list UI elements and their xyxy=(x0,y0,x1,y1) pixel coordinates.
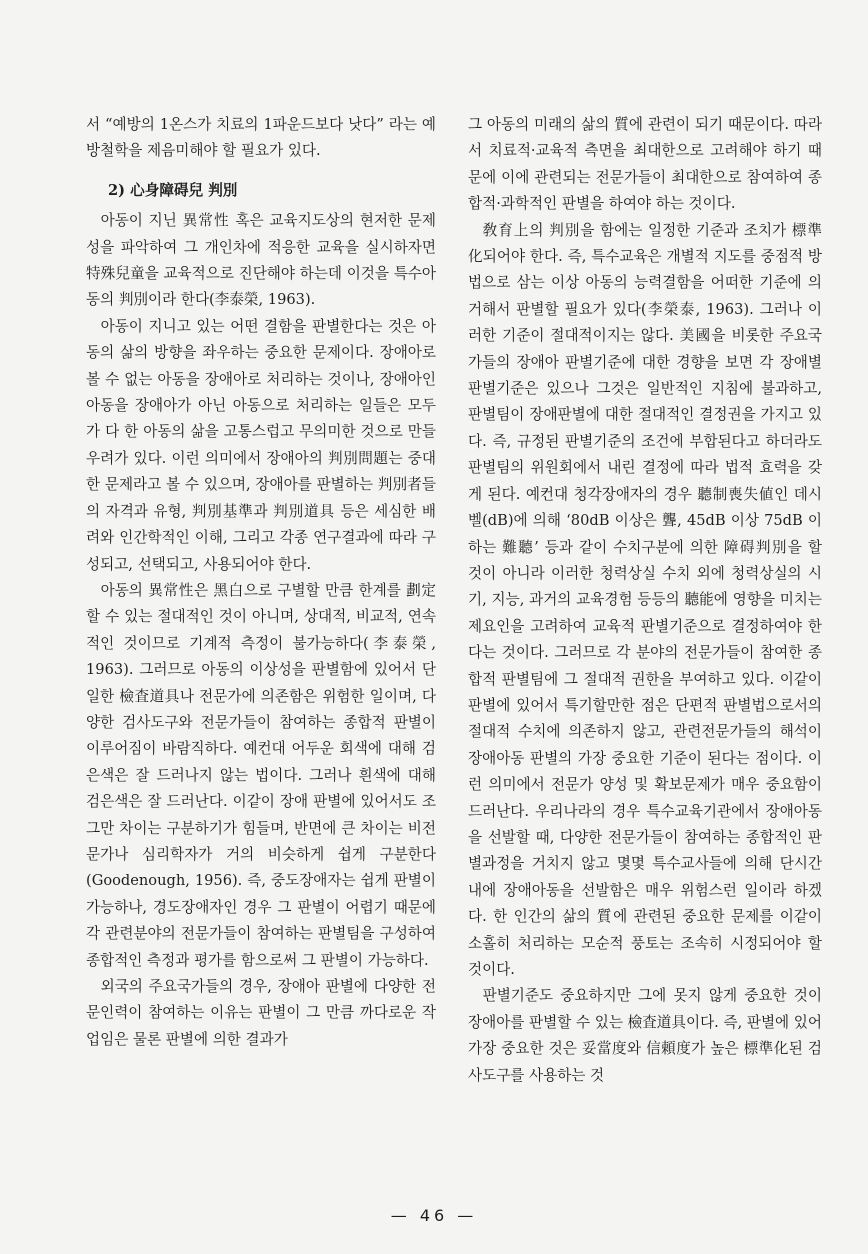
section-heading: 2) 心身障碍兒 判別 xyxy=(108,181,238,199)
intro-paragraph: 서 “예방의 1온스가 치료의 1파운드보다 낫다” 라는 예방철학을 제음미해야 할 필요가 있다. xyxy=(86,116,436,160)
paragraph: 외국의 주요국가들의 경우, 장애아 판별에 다양한 전문인력이 참여하는 이유는 판별이 그 만큼 까다로운 작업임은 물론 판별에 의한 결과가 xyxy=(86,978,436,1048)
paragraph: 아동이 지니고 있는 어떤 결함을 판별한다는 것은 아동의 삶의 방향을 좌우하는 중요한 문제이다. 장애아로 볼 수 없는 아동을 장애아로 처리하는 것이나, 장애아인 아동을 장애아가 아닌 아동으로 처리하는 일들은 모두가 다 한 아동의 삶을 고통스럽고 무의미한 것으로 만들 우려가 있다. 이런 의미에서 장애아의 判別問題는 중대한 문제라고 볼 수 있으며, 장애아를 판별하는 判別者들의 자격과 유형, 判別基準과 判別道具 등은 세심한 배려와 인간학적인 이해, 그리고 각종 연구결과에 따라 구성되고, 선택되고, 사용되어야 한다. xyxy=(86,317,436,573)
right-column xyxy=(468,112,822,1089)
paragraph: 판별기준도 중요하지만 그에 못지 않게 중요한 것이 장애아를 판별할 수 있는 檢査道具이다. 즉, 판별에 있어 가장 중요한 것은 妥當度와 信頼度가 높은 標準化된 검사도구를 사용하는 것 xyxy=(468,987,822,1084)
paragraph: 아동이 지닌 異常性 혹은 교육지도상의 현저한 문제성을 파악하여 그 개인차에 적응한 교육을 실시하자면 特殊兒童을 교육적으로 진단해야 하는데 이것을 특수아동의 判別이라 한다(李泰榮, 1963). xyxy=(86,212,436,309)
paragraph: 敎育上의 判別을 함에는 일정한 기준과 조치가 標準化되어야 한다. 즉, 특수교육은 개별적 지도를 중점적 방법으로 삼는 이상 아동의 능력결함을 어떠한 기준에 의거해서 판별할 필요가 있다(李榮泰, 1963). 그러나 이러한 기준이 절대적이지는 않다. 美國을 비롯한 주요국가들의 장애아 판별기준에 대한 경향을 보면 각 장애별 판별기준은 있으나 그것은 일반적인 지침에 불과하고, 판별팀이 장애판별에 대한 절대적인 결정권을 가지고 있다. 즉, 규정된 판별기준의 조건에 부합된다고 하더라도 판별팀의 위원회에서 내린 결정에 따라 법적 효력을 갖게 된다. 예컨대 청각장애자의 경우 聽制喪失値인 데시벨(dB)에 의해 ‘80dB 이상은 聾, 45dB 이상 75dB 이하는 難聽’ 등과 같이 수치구분에 의한 障碍判別을 할 것이 아니라 이러한 청력상실 수치 외에 청력상실의 시기, 지능, 과거의 교육경험 등등의 聽能에 영향을 미치는 제요인을 고려하여 교육적 판별기준으로 결정하여야 한다는 것이다. 그러므로 각 분야의 전문가들이 참여한 종합적 판별팀에 그 절대적 권한을 부여하고 있다. 이같이 판별에 있어서 특기할만한 점은 단편적 판별법으로서의 절대적 수치에 의존하지 않고, 관련전문가들의 해석이 장애아동 판별의 가장 중요한 기준이 된다는 점이다. 이런 의미에서 전문가 양성 및 확보문제가 매우 중요함이 드러난다. 우리나라의 경우 특수교육기관에서 장애아동을 선발할 때, 다양한 전문가들이 참여하는 종합적인 판별과정을 거치지 않고 몇몇 특수교사들에 의해 단시간 내에 장애아동을 선발함은 매우 위험스런 일이라 하겠다. 한 인간의 삶의 質에 관련된 중요한 문제를 이같이 소홀히 처리하는 모순적 풍토는 조속히 시정되어야 할 것이다. xyxy=(468,221,822,978)
left-column xyxy=(86,112,436,1053)
page-number: — 46 — xyxy=(390,1206,478,1225)
paragraph: 아동의 異常性은 黑白으로 구별할 만큼 한계를 劃定할 수 있는 절대적인 것이 아니며, 상대적, 비교적, 연속적인 것이므로 기계적 측정이 불가능하다(李泰榮, 1963). 그러므로 아동의 이상성을 판별함에 있어서 단일한 檢査道具나 전문가에 의존함은 위험한 일이며, 다양한 검사도구와 전문가들이 참여하는 종합적 판별이 이루어짐이 바람직하다. 예컨대 어두운 회색에 대해 검은색은 잘 드러나지 않는 법이다. 그러나 흰색에 대해 검은색은 잘 드러난다. 이같이 장애 판별에 있어서도 조그만 차이는 구분하기가 힘들며, 반면에 큰 차이는 비전문가나 심리학자가 거의 비슷하게 쉽게 구분한다(Goodenough, 1956). 즉, 중도장애자는 쉽게 판별이 가능하나, 경도장애자인 경우 그 판별이 어렵기 때문에 각 관련분야의 전문가들이 참여하는 판별팀을 구성하여 종합적인 측정과 평가를 함으로써 그 판별이 가능하다. xyxy=(86,581,436,969)
paragraph: 그 아동의 미래의 삶의 質에 관련이 되기 때문이다. 따라서 치료적·교육적 측면을 최대한으로 고려해야 하기 때문에 이에 관련되는 전문가들이 최대한으로 참여하여 종합적·과학적인 판별을 하여야 하는 것이다. xyxy=(468,116,822,213)
